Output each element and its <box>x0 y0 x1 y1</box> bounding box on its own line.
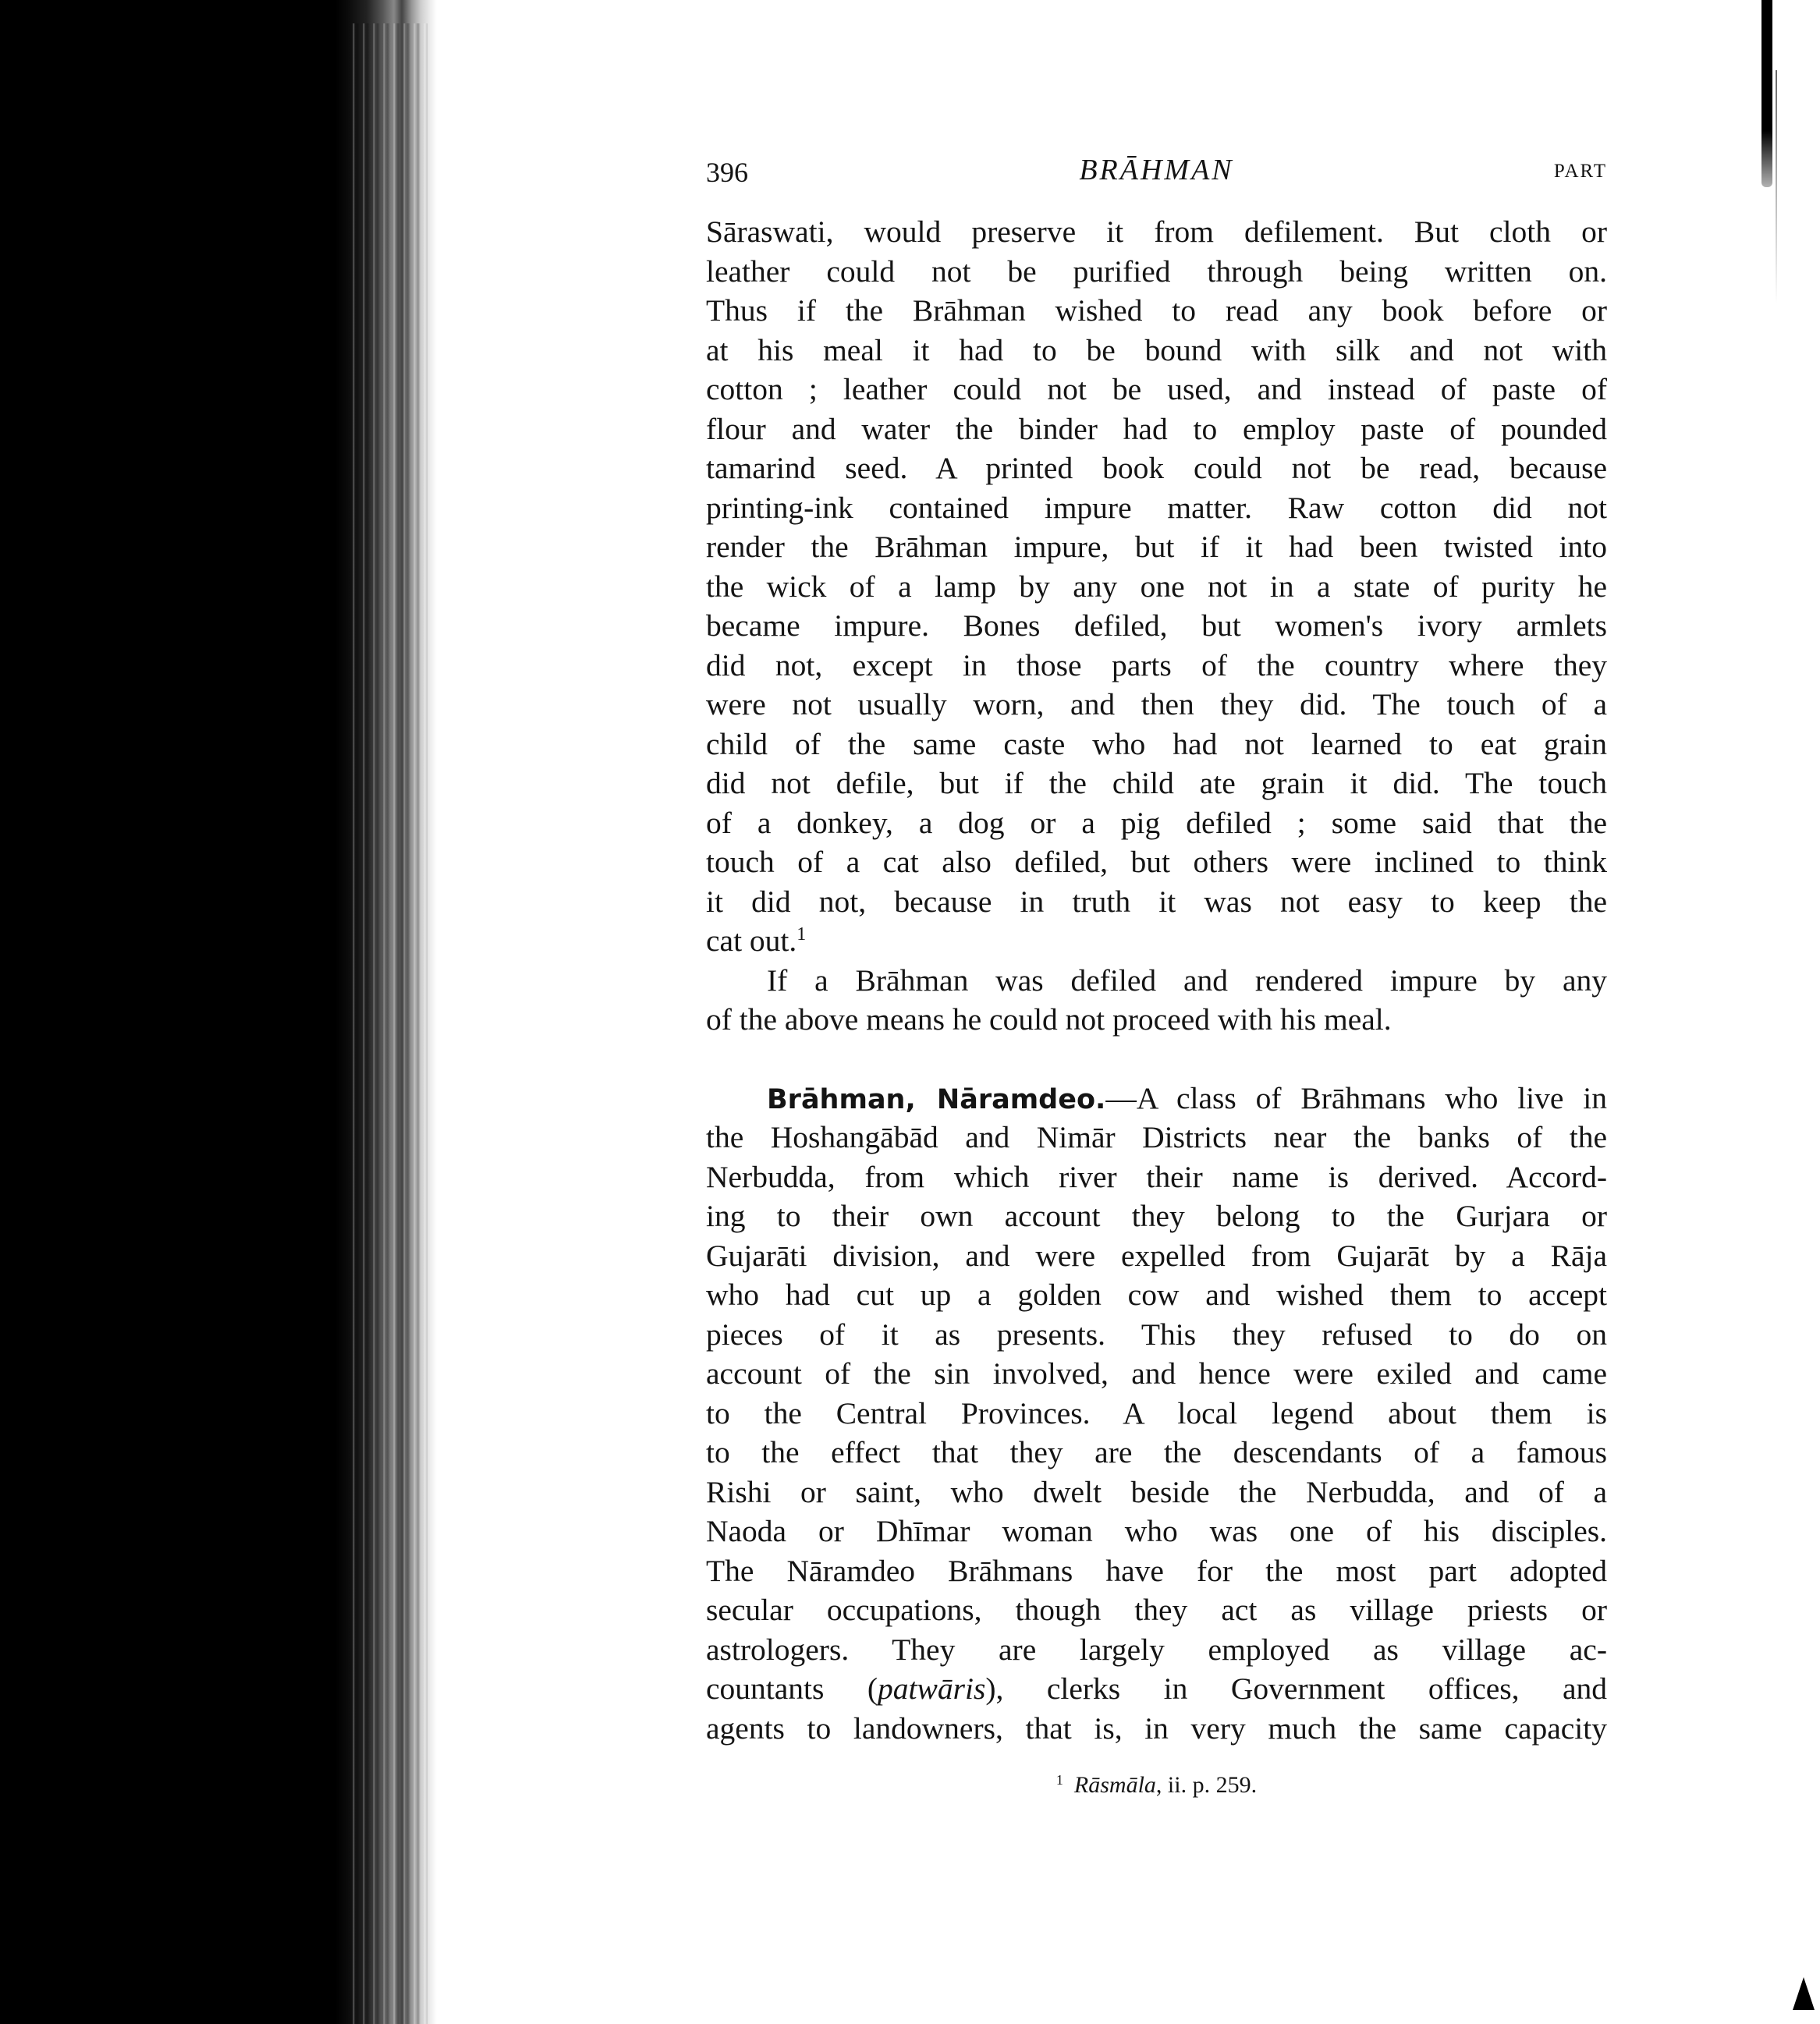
text-line: it did not, because in truth it was not easy to keep the <box>706 884 1607 919</box>
paragraph-defilement-meal <box>706 961 1607 1040</box>
text-line: Thus if the Brāhman wished to read any book before or <box>706 293 1607 328</box>
text-fragment: cat out. <box>706 923 797 958</box>
footnote-citation: , ii. p. 259. <box>1155 1772 1258 1798</box>
text-line: flour and water the binder had to employ paste of pounded <box>706 411 1607 446</box>
italic-term: patwāris <box>878 1671 986 1706</box>
text-line: cotton ; leather could not be used, and instead of paste of <box>706 372 1607 406</box>
entry-heading: Brāhman, Nāramdeo. <box>767 1083 1106 1115</box>
text-fragment: ), clerks in Government offices, and <box>985 1671 1607 1706</box>
text-line <box>706 921 1607 961</box>
text-line <box>706 1079 1607 1118</box>
text-line: astrologers. They are largely employed as village ac- <box>706 1632 1607 1667</box>
text-line: touch of a cat also defiled, but others were inclined to think <box>706 845 1607 879</box>
text-line: pieces of it as presents. This they refused to do on <box>706 1317 1607 1352</box>
text-line: leather could not be purified through being written on. <box>706 253 1607 289</box>
text-line <box>706 1669 1607 1709</box>
text-line: Nerbudda, from which river their name is derived. Accord- <box>706 1159 1607 1194</box>
text-line: printing-ink contained impure matter. Raw cotton did not <box>706 490 1607 525</box>
text-line: If a Brāhman was defiled and rendered impure by any <box>767 962 1607 998</box>
text-line: at his meal it had to be bound with silk and not with <box>706 332 1607 367</box>
page-number: 396 <box>706 157 748 188</box>
text-line: of the above means he could not proceed with his meal. <box>706 1002 1392 1037</box>
paragraph-purity-rules <box>706 212 1607 961</box>
text-line: render the Brāhman impure, but if it had been twisted into <box>706 530 1607 564</box>
footnote <box>706 1772 1607 1799</box>
paragraph-naramdeo-entry <box>706 1079 1607 1749</box>
text-line: tamarind seed. A printed book could not be read, because <box>706 451 1607 485</box>
text-line: Rishi or saint, who dwelt beside the Nerbudda, and of a <box>706 1474 1607 1509</box>
running-title: BRĀHMAN <box>1079 154 1234 186</box>
text-line: the wick of a lamp by any one not in a state of purity he <box>706 569 1607 604</box>
text-line: Naoda or Dhīmar woman who was one of his disciples. <box>706 1514 1607 1548</box>
text-line: The Nāramdeo Brāhmans have for the most part adopted <box>706 1553 1607 1588</box>
footnote-number: 1 <box>1055 1772 1063 1788</box>
text-line: secular occupations, though they act as village priests or <box>706 1593 1607 1627</box>
text-fragment: —A class of Brāhmans who live in <box>1105 1080 1607 1115</box>
text-line: of a donkey, a dog or a pig defiled ; some said that the <box>706 805 1607 840</box>
text-line: Sāraswati, would preserve it from defilement. But cloth or <box>706 214 1607 249</box>
text-fragment: countants ( <box>706 1671 878 1706</box>
body-text <box>706 212 1607 1748</box>
part-label: PART <box>1553 161 1607 182</box>
section-gap <box>706 1040 1607 1079</box>
text-line: to the Central Provinces. A local legend about them is <box>706 1395 1607 1430</box>
text-line: to the effect that they are the descendants of a famous <box>706 1435 1607 1469</box>
text-line: who had cut up a golden cow and wished them to accept <box>706 1278 1607 1312</box>
footnote-reference: 1 <box>796 924 807 945</box>
text-line: did not defile, but if the child ate grain it did. The touch <box>706 766 1607 800</box>
text-line: became impure. Bones defiled, but women's ivory armlets <box>706 608 1607 643</box>
scan-edge-line <box>1776 70 1777 304</box>
text-line: were not usually worn, and then they did. The touch of a <box>706 687 1607 721</box>
text-line: ing to their own account they belong to the Gurjara or <box>706 1199 1607 1233</box>
text-line: Gujarāti division, and were expelled from Gujarāt by a Rāja <box>706 1238 1607 1273</box>
text-line: did not, except in those parts of the country where they <box>706 647 1607 682</box>
scan-gutter-streaks <box>349 23 428 2024</box>
scan-corner-mark <box>1793 1977 1815 2010</box>
scan-edge-mark <box>1761 0 1772 187</box>
text-line: the Hoshangābād and Nimār Districts near the banks of the <box>706 1120 1607 1154</box>
text-line: account of the sin involved, and hence were exiled and came <box>706 1356 1607 1391</box>
running-header <box>706 150 1607 197</box>
text-line: child of the same caste who had not learned to eat grain <box>706 726 1607 761</box>
text-line: agents to landowners, that is, in very much the same capacity <box>706 1710 1607 1746</box>
footnote-source: Rāsmāla <box>1073 1772 1156 1798</box>
